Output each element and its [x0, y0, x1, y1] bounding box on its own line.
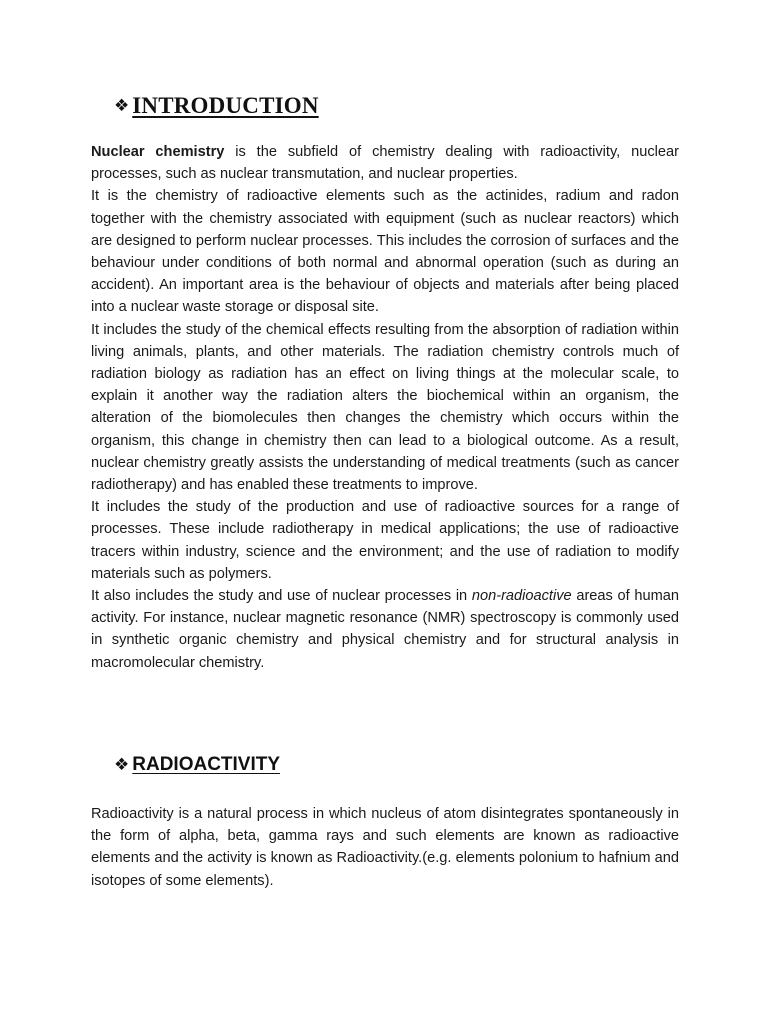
radioactivity-heading: [114, 754, 280, 776]
introduction-body: [91, 141, 679, 674]
diamond-bullet-icon: ❖: [114, 754, 130, 775]
intro-paragraph-3: It includes the study of the chemical effects resulting from the absorption of radiation within living animals, plants, and other materials. The radiation chemistry controls much of radiation biology as radiation has an effect on living things at the molecular scale, to explain it another way the radiation alters the biochemical within an organism, the alteration of the biomolecules then changes the chemistry which occurs within the organism, this change in chemistry then can lead to a biological outcome. As a result, nuclear chemistry greatly assists the understanding of medical treatments (such as cancer radiotherapy) and has enabled these treatments to improve.: [91, 321, 679, 494]
intro-paragraph-4: It includes the study of the production and use of radioactive sources for a range of processes. These include radiotherapy in medical applications; the use of radioactive tracers within industry, science and the environment; and the use of radiation to modify materials such as polymers.: [91, 499, 679, 582]
intro-paragraph-5: It also includes the study and use of nuclear processes in non-radioactive areas of human activity. For instance, nuclear magnetic resonance (NMR) spectroscopy is commonly used in synthetic organic chemistry and physical chemistry and for structural analysis in macromolecular chemistry.: [91, 588, 679, 671]
nuclear-chemistry-term: Nuclear chemistry: [91, 144, 225, 160]
introduction-title: INTRODUCTION: [132, 93, 319, 118]
non-radioactive-term: non-radioactive: [471, 588, 572, 605]
diamond-bullet-icon: ❖: [114, 95, 130, 116]
intro-paragraph-1: Nuclear chemistry is the subfield of chemistry dealing with radioactivity, nuclear processes, such as nuclear transmutation, and nuclear properties.: [91, 144, 679, 183]
radioactivity-title: RADIOACTIVITY: [132, 754, 281, 775]
radioactivity-body: [91, 803, 679, 892]
introduction-heading: [114, 93, 319, 119]
intro-paragraph-2: It is the chemistry of radioactive elements such as the actinides, radium and radon together with the chemistry associated with equipment (such as nuclear reactors) which are designed to perform nuclear processes. This includes the corrosion of surfaces and the behaviour under conditions of both normal and abnormal operation (such as during an accident). An important area is the behaviour of objects and materials after being placed into a nuclear waste storage or disposal site.: [91, 188, 679, 316]
radioactivity-paragraph: Radioactivity is a natural process in which nucleus of atom disintegrates spontaneously in the form of alpha, beta, gamma rays and such elements are known as radioactive elements and the activity is known as Radioactivity.(e.g. elements polonium to hafnium and isotopes of some elements).: [91, 806, 679, 889]
